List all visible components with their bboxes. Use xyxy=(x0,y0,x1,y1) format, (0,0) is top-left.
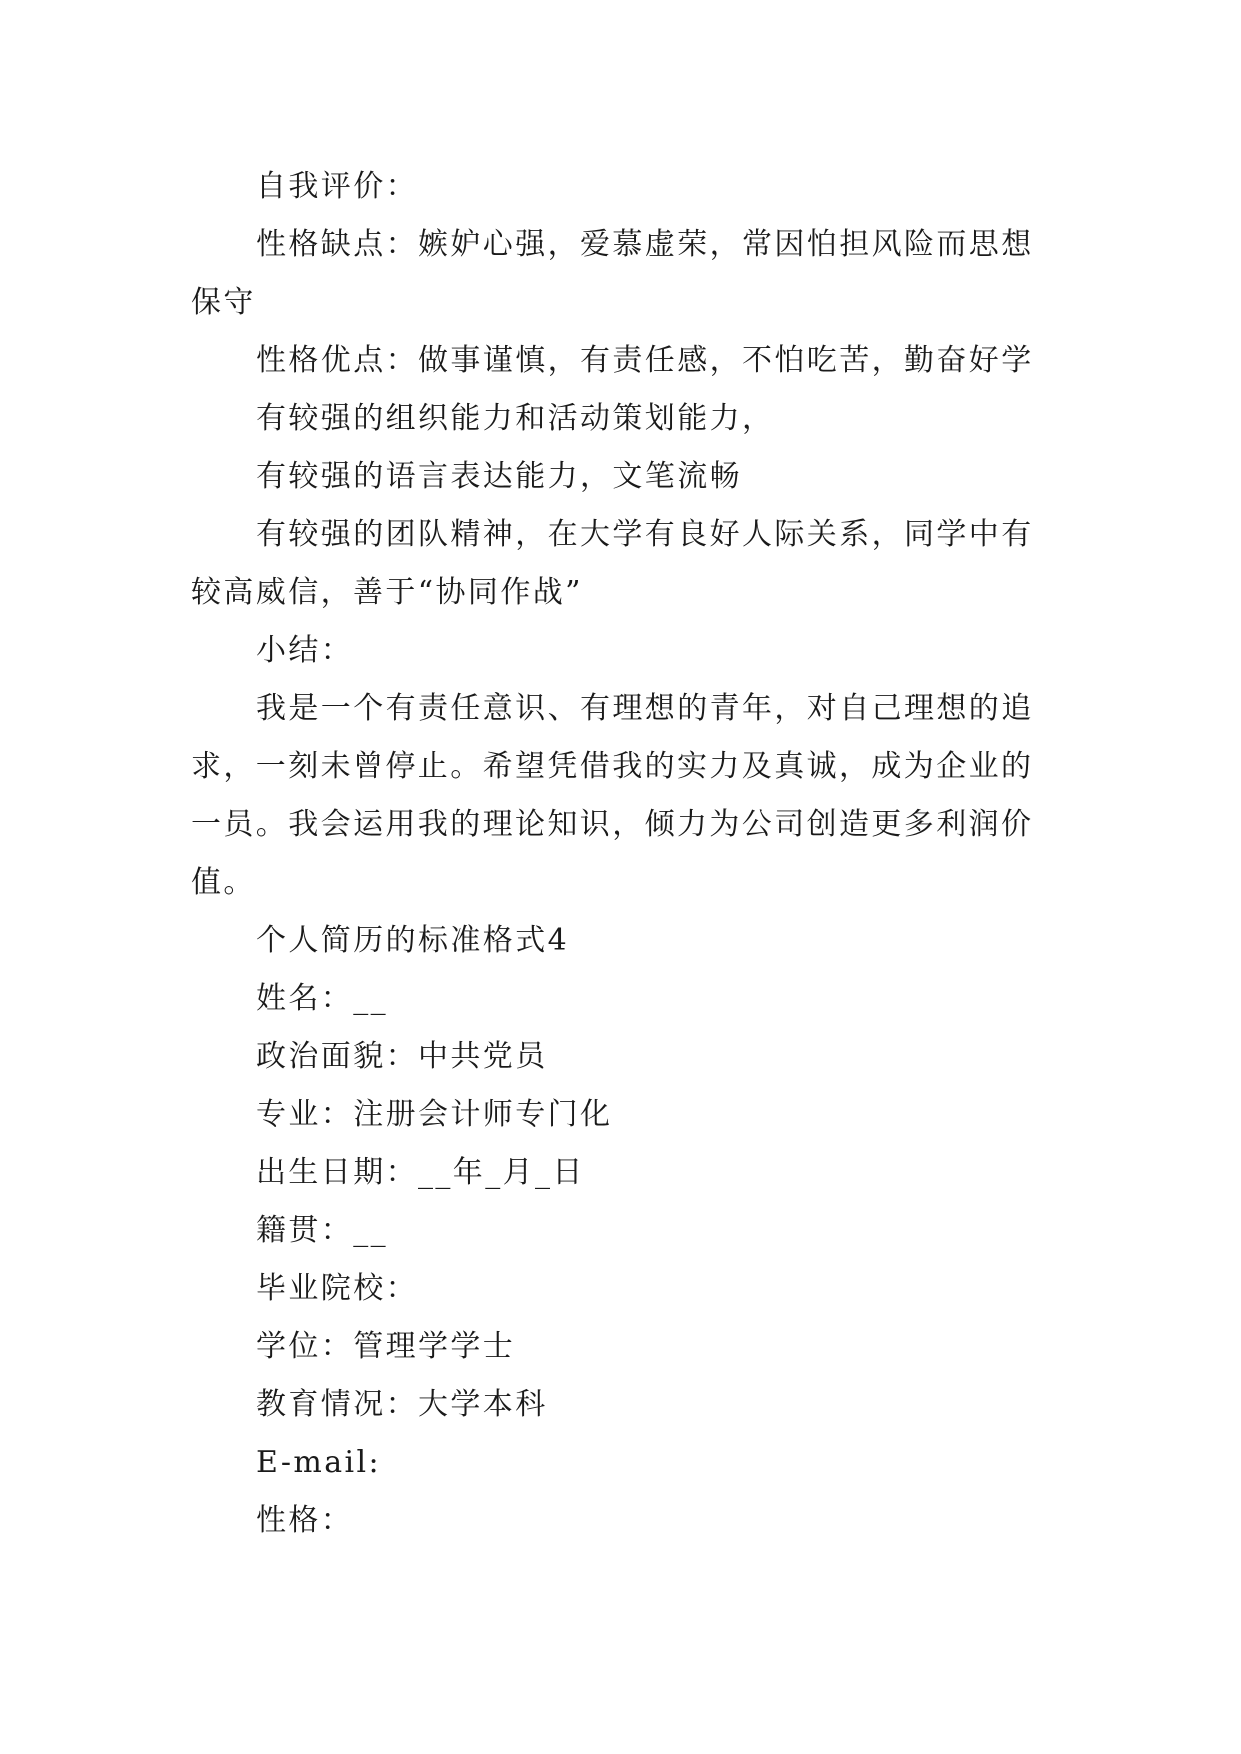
self-evaluation-heading: 自我评价： xyxy=(256,169,418,204)
organization-ability: 有较强的组织能力和活动策划能力， xyxy=(256,401,775,436)
document-body xyxy=(191,158,1051,1550)
personality-strengths: 性格优点：做事谨慎，有责任感，不怕吃苦，勤奋好学 xyxy=(256,343,1034,378)
major-field: 专业：注册会计师专门化 xyxy=(256,1097,613,1132)
degree-field: 学位：管理学学士 xyxy=(256,1329,516,1364)
education-field: 教育情况：大学本科 xyxy=(256,1387,548,1422)
name-field: 姓名：__ xyxy=(256,981,388,1016)
summary-text: 我是一个有责任意识、有理想的青年，对自己理想的追求，一刻未曾停止。希望凭借我的实力及真诚，成为企业的一员。我会运用我的理论知识，倾力为公司创造更多利润价值。 xyxy=(191,691,1034,900)
political-status-field: 政治面貌：中共党员 xyxy=(256,1039,548,1074)
birth-date-field: 出生日期：__年_月_日 xyxy=(256,1155,585,1190)
summary-heading: 小结： xyxy=(256,633,354,668)
native-place-field: 籍贯：__ xyxy=(256,1213,388,1248)
personality-field: 性格： xyxy=(256,1503,354,1538)
team-spirit: 有较强的团队精神，在大学有良好人际关系，同学中有较高威信，善于“协同作战” xyxy=(191,517,1034,610)
language-ability: 有较强的语言表达能力，文笔流畅 xyxy=(256,459,742,494)
email-field: E-mail: xyxy=(256,1445,382,1480)
graduate-school-field: 毕业院校： xyxy=(256,1271,418,1306)
section-title: 个人简历的标准格式4 xyxy=(256,923,570,958)
personality-weaknesses: 性格缺点：嫉妒心强，爱慕虚荣，常因怕担风险而思想保守 xyxy=(191,227,1034,320)
